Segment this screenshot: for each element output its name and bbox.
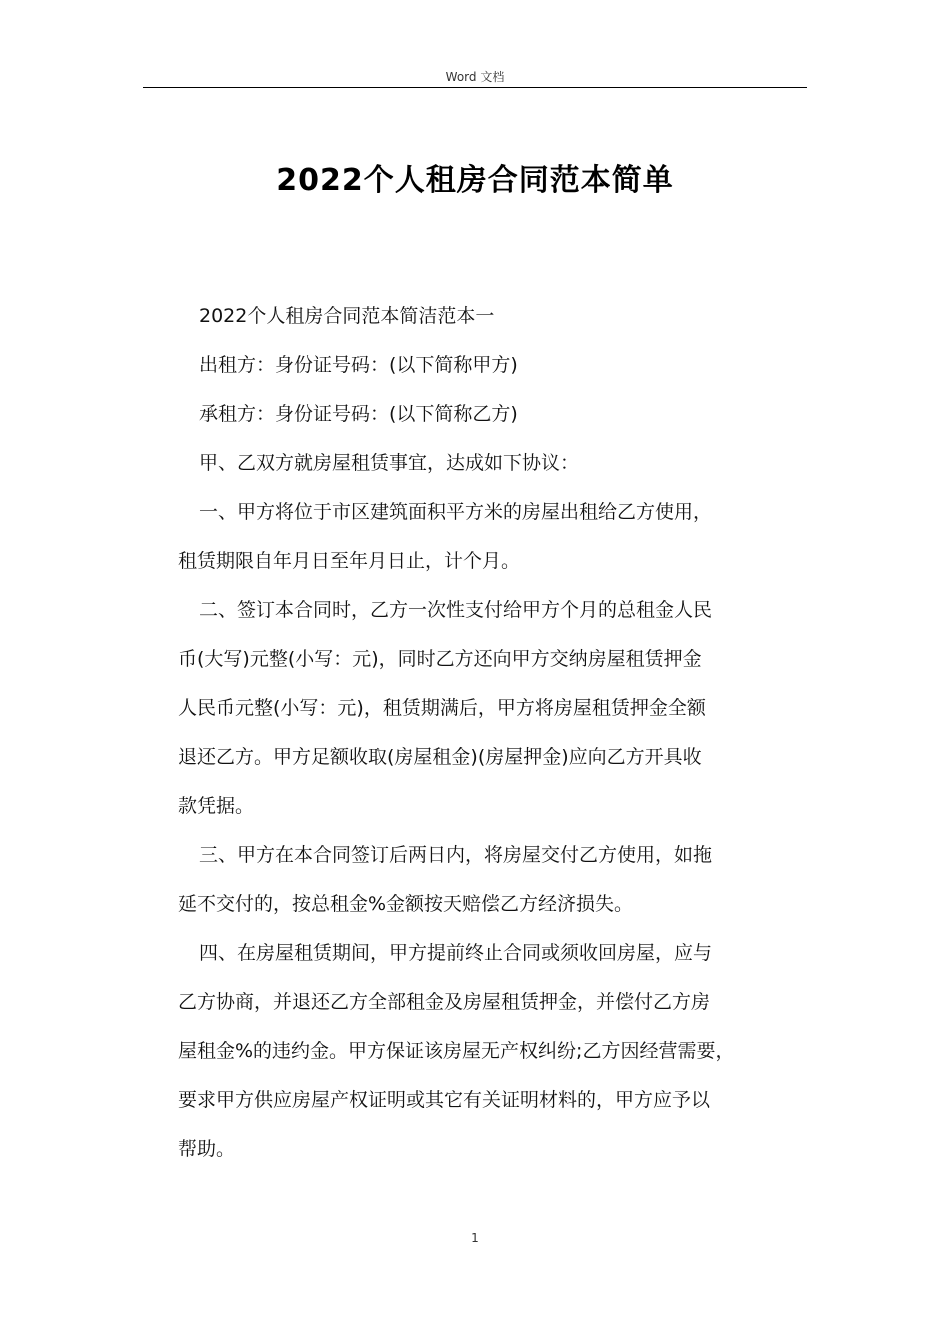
paragraph-line: 延不交付的，按总租金%金额按天赔偿乙方经济损失。 [178,893,634,915]
paragraph-line: 帮助。 [178,1138,236,1160]
paragraph-line: 退还乙方。甲方足额收取(房屋租金)(房屋押金)应向乙方开具收 [178,746,702,768]
header-divider [143,87,807,88]
paragraph-line: 二、签订本合同时，乙方一次性支付给甲方个月的总租金人民 [199,599,713,621]
paragraph-line: 四、在房屋租赁期间，甲方提前终止合同或须收回房屋，应与 [199,942,713,964]
paragraph-line: 要求甲方供应房屋产权证明或其它有关证明材料的，甲方应予以 [178,1089,711,1111]
paragraph-line: 甲、乙双方就房屋租赁事宜，达成如下协议： [199,452,580,474]
paragraph-line: 人民币元整(小写：元)，租赁期满后，甲方将房屋租赁押金全额 [178,697,706,719]
page-header: Word 文档 [445,70,505,84]
paragraph-line: 承租方：身份证号码：(以下简称乙方) [199,403,518,425]
document-title: 2022个人租房合同范本简单 [276,163,674,198]
document-body [178,292,818,1174]
paragraph-line: 出租方：身份证号码：(以下简称甲方) [199,354,518,376]
paragraph-line: 屋租金%的违约金。甲方保证该房屋无产权纠纷;乙方因经营需要， [178,1040,735,1062]
page-number: 1 [471,1231,479,1245]
paragraph-line: 租赁期限自年月日至年月日止，计个月。 [178,550,521,572]
paragraph-line: 一、甲方将位于市区建筑面积平方米的房屋出租给乙方使用， [199,501,713,523]
paragraph-line: 2022个人租房合同范本简洁范本一 [199,305,495,327]
paragraph-line: 币(大写)元整(小写：元)，同时乙方还向甲方交纳房屋租赁押金 [178,648,702,670]
paragraph-line: 乙方协商，并退还乙方全部租金及房屋租赁押金，并偿付乙方房 [178,991,711,1013]
paragraph-line: 三、甲方在本合同签订后两日内，将房屋交付乙方使用，如拖 [199,844,713,866]
paragraph-line: 款凭据。 [178,795,255,817]
